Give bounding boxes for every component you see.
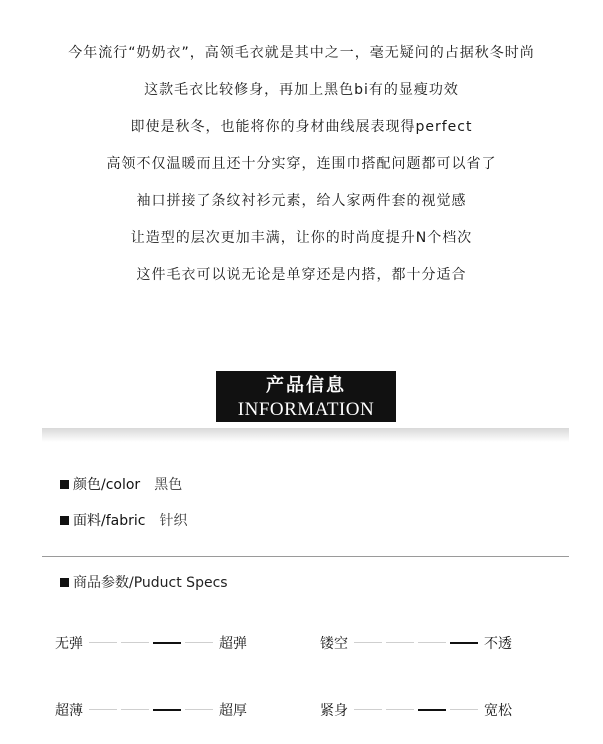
scale-segment	[121, 642, 149, 643]
product-description	[0, 37, 603, 296]
scale-segments	[87, 642, 215, 644]
scale-segment	[450, 709, 478, 710]
scale-left-label: 无弹	[55, 636, 83, 652]
scale-segment	[386, 709, 414, 710]
scale-segment-active	[153, 709, 181, 711]
fit-scale	[320, 700, 512, 720]
scale-segments	[87, 709, 215, 711]
scale-segment	[121, 709, 149, 710]
scale-left-label: 紧身	[320, 703, 348, 719]
scale-segment	[354, 709, 382, 710]
description-line: 今年流行“奶奶衣”，高领毛衣就是其中之一，毫无疑问的占据秋冬时尚	[68, 45, 535, 61]
scale-right-label: 超弹	[219, 636, 247, 652]
description-line: 这款毛衣比较修身，再加上黑色bi有的显瘦功效	[144, 82, 459, 98]
section-divider	[42, 556, 569, 557]
opacity-scale	[320, 633, 512, 653]
badge-title-cn: 产品信息	[266, 375, 346, 396]
bullet-square-icon	[60, 480, 69, 489]
scale-segment	[386, 642, 414, 643]
badge-title-en: INFORMATION	[237, 399, 375, 420]
scale-segment	[185, 642, 213, 643]
scale-segment	[354, 642, 382, 643]
stretch-scale	[55, 633, 247, 653]
information-badge	[216, 371, 396, 422]
scale-left-label: 镂空	[320, 636, 348, 652]
color-label: 颜色/color	[73, 477, 141, 493]
scale-segments	[352, 642, 480, 644]
thickness-scale	[55, 700, 247, 720]
specs-title-row	[60, 572, 228, 592]
scale-segment-active	[418, 709, 446, 711]
scale-right-label: 超厚	[219, 703, 247, 719]
scale-left-label: 超薄	[55, 703, 83, 719]
scale-segment-active	[153, 642, 181, 644]
description-line: 这件毛衣可以说无论是单穿还是内搭，都十分适合	[136, 267, 467, 283]
scale-right-label: 宽松	[484, 703, 512, 719]
fabric-info-row	[60, 510, 187, 530]
scale-segment-active	[450, 642, 478, 644]
scale-segment	[89, 642, 117, 643]
fabric-value: 针织	[159, 513, 188, 529]
scale-segment	[89, 709, 117, 710]
fabric-label: 面料/fabric	[73, 513, 146, 529]
bullet-square-icon	[60, 578, 69, 587]
scale-segment	[185, 709, 213, 710]
description-line: 让造型的层次更加丰满，让你的时尚度提升N个档次	[130, 230, 473, 246]
color-info-row	[60, 474, 182, 494]
scale-segments	[352, 709, 480, 711]
description-line: 袖口拼接了条纹衬衫元素，给人家两件套的视觉感	[136, 193, 467, 209]
description-line: 即使是秋冬，也能将你的身材曲线展表现得perfect	[130, 119, 473, 135]
scale-segment	[418, 642, 446, 643]
section-shadow-divider	[42, 428, 569, 442]
color-value: 黑色	[154, 477, 183, 493]
scale-right-label: 不透	[484, 636, 512, 652]
bullet-square-icon	[60, 516, 69, 525]
specs-title: 商品参数/Puduct Specs	[73, 575, 228, 591]
description-line: 高领不仅温暖而且还十分实穿，连围巾搭配问题都可以省了	[106, 156, 497, 172]
